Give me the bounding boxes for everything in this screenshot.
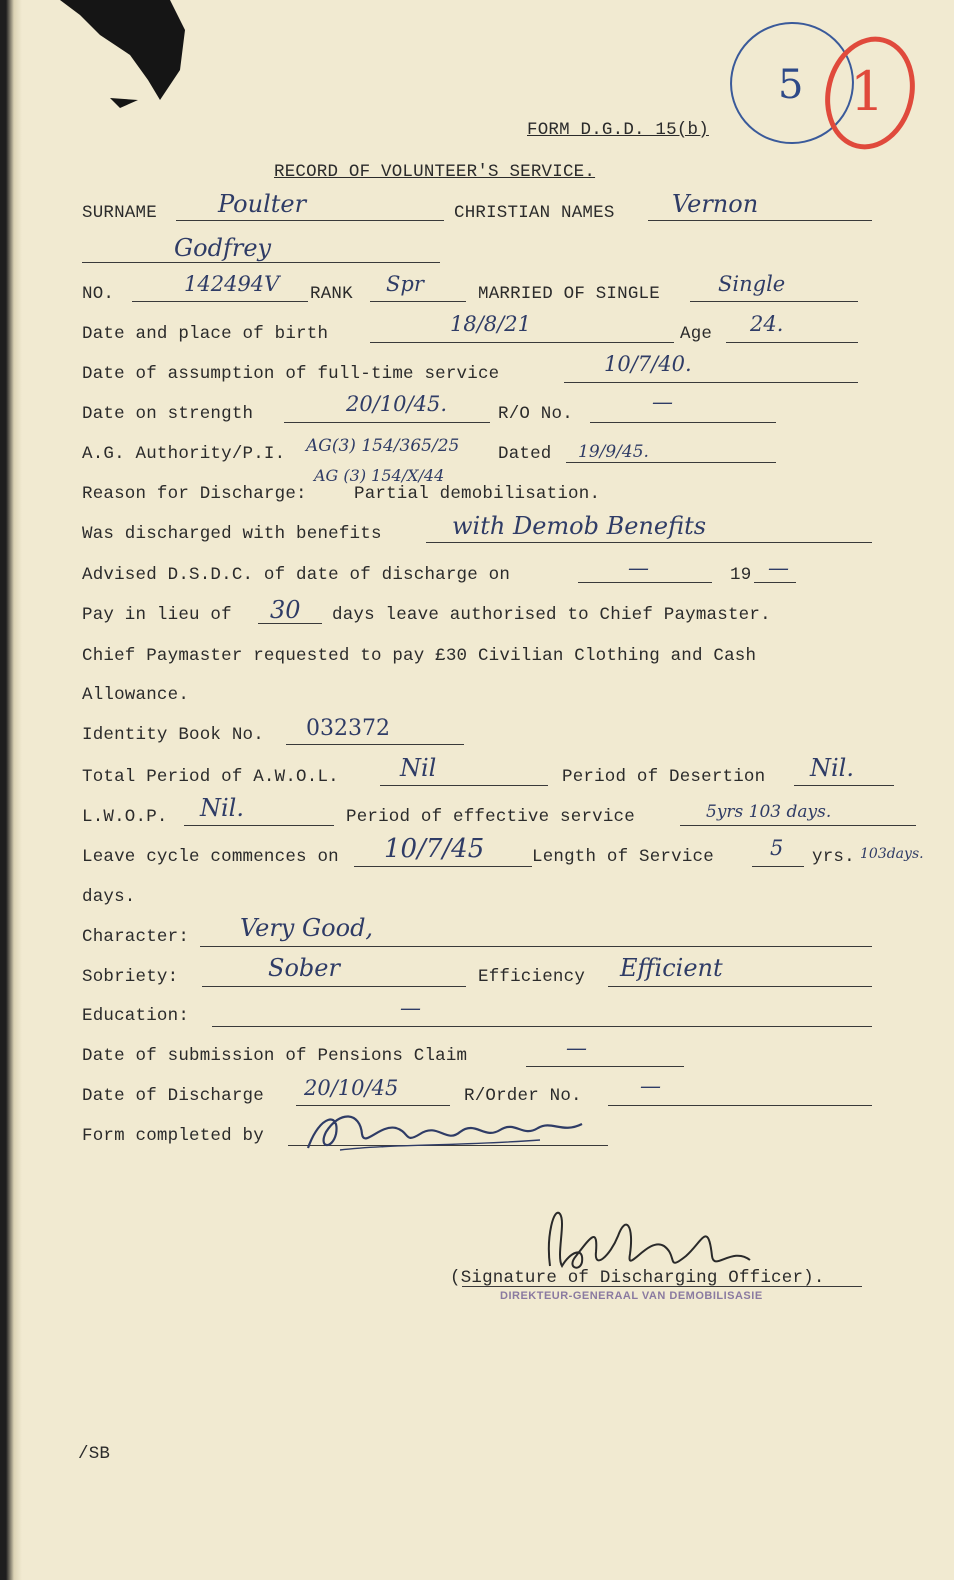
married-value: Single <box>718 272 786 296</box>
ro-no-label: R/O No. <box>498 404 573 424</box>
married-line <box>690 301 858 302</box>
awol-label: Total Period of A.W.O.L. <box>82 767 339 787</box>
surname-line <box>176 220 444 221</box>
christian-names-label: CHRISTIAN NAMES <box>454 203 615 223</box>
birth-line <box>370 342 674 343</box>
number-value: 142494V <box>184 272 280 296</box>
strength-line <box>284 422 490 423</box>
pensions-line <box>526 1066 684 1067</box>
scan-left-edge <box>0 0 22 1580</box>
christian-names-value-2: Godfrey <box>174 234 272 262</box>
signature-caption: (Signature of Discharging Officer). <box>450 1268 825 1288</box>
pay-label-prefix: Pay in lieu of <box>82 605 232 625</box>
length-days-value: 103days. <box>860 846 924 862</box>
sobriety-value: Sober <box>268 954 340 982</box>
character-value: Very Good, <box>240 914 374 942</box>
form-number: FORM D.G.D. 15(b) <box>527 120 709 140</box>
strength-value: 20/10/45. <box>346 392 447 416</box>
assumption-line <box>564 382 858 383</box>
christian-names-line <box>648 220 872 221</box>
length-label: Length of Service <box>532 847 714 867</box>
authority-value-2: AG (3) 154/X/44 <box>314 466 445 485</box>
character-line <box>200 946 872 947</box>
character-label: Character: <box>82 927 190 947</box>
dated-line <box>566 462 776 463</box>
lwop-label: L.W.O.P. <box>82 807 168 827</box>
lwop-value: Nil. <box>200 794 244 822</box>
red-folio-number: 1 <box>850 60 885 123</box>
clerk-signature-image <box>300 1104 590 1160</box>
age-value: 24. <box>750 312 784 336</box>
benefits-line <box>426 542 872 543</box>
rorder-label: R/Order No. <box>464 1086 582 1106</box>
desertion-line <box>794 785 894 786</box>
surname-value: Poulter <box>218 190 307 218</box>
blue-folio-number: 5 <box>778 62 804 108</box>
lwop-line <box>184 825 334 826</box>
married-label: MARRIED OF SINGLE <box>478 284 660 304</box>
effective-value: 5yrs 103 days. <box>706 802 832 822</box>
birth-value: 18/8/21 <box>450 312 531 336</box>
education-line <box>212 1026 872 1027</box>
christian-names-line-2 <box>82 262 440 263</box>
discharge-value: 20/10/45 <box>304 1076 399 1100</box>
dated-value: 19/9/45. <box>578 442 649 462</box>
leave-cycle-label: Leave cycle commences on <box>82 847 339 867</box>
advised-label: Advised D.S.D.C. of date of discharge on <box>82 565 511 585</box>
education-label: Education: <box>82 1006 190 1026</box>
length-yrs-line <box>752 866 804 867</box>
authority-label: A.G. Authority/P.I. <box>82 444 286 464</box>
rorder-line <box>608 1105 872 1106</box>
torn-corner-mark <box>60 0 200 120</box>
assumption-label: Date of assumption of full-time service <box>82 364 500 384</box>
days-label: days. <box>82 887 136 907</box>
benefits-label: Was discharged with benefits <box>82 524 382 544</box>
advised-value: — <box>628 556 649 580</box>
reason-label: Reason for Discharge: <box>82 484 307 504</box>
authority-value-1: AG(3) 154/365/25 <box>306 436 460 456</box>
paymaster-text-2: Allowance. <box>82 685 190 705</box>
sobriety-line <box>202 986 466 987</box>
pensions-label: Date of submission of Pensions Claim <box>82 1046 468 1066</box>
advised-year-label: 19 <box>730 565 752 585</box>
rank-label: RANK <box>310 284 353 304</box>
leave-cycle-value: 10/7/45 <box>384 834 485 864</box>
signature-line <box>462 1286 862 1287</box>
efficiency-label: Efficiency <box>478 967 586 987</box>
advised-year-line <box>754 582 796 583</box>
awol-line <box>380 785 548 786</box>
number-label: NO. <box>82 284 115 304</box>
sobriety-label: Sobriety: <box>82 967 179 987</box>
efficiency-value: Efficient <box>620 954 723 982</box>
education-value: — <box>400 996 421 1020</box>
advised-line <box>578 582 712 583</box>
age-label: Age <box>680 324 713 344</box>
surname-label: SURNAME <box>82 203 157 223</box>
identity-label: Identity Book No. <box>82 725 264 745</box>
leave-cycle-line <box>354 866 532 867</box>
identity-line <box>286 744 464 745</box>
discharge-label: Date of Discharge <box>82 1086 264 1106</box>
number-line <box>132 301 308 302</box>
rank-value: Spr <box>386 272 424 296</box>
dated-label: Dated <box>498 444 552 464</box>
awol-value: Nil <box>400 754 437 782</box>
advised-year-value: — <box>768 556 789 580</box>
demobilisation-stamp: DIREKTEUR-GENERAAL VAN DEMOBILISASIE <box>500 1290 763 1302</box>
rorder-value: — <box>640 1074 661 1098</box>
pay-label-suffix: days leave authorised to Chief Paymaster. <box>332 605 771 625</box>
age-line <box>726 342 858 343</box>
efficiency-line <box>608 986 872 987</box>
assumption-value: 10/7/40. <box>604 352 692 376</box>
christian-names-value-1: Vernon <box>672 190 759 218</box>
completed-by-label: Form completed by <box>82 1126 264 1146</box>
desertion-value: Nil. <box>810 754 854 782</box>
effective-line <box>680 825 916 826</box>
reason-value: Partial demobilisation. <box>354 484 601 504</box>
desertion-label: Period of Desertion <box>562 767 766 787</box>
yrs-label: yrs. <box>812 847 855 867</box>
strength-label: Date on strength <box>82 404 254 424</box>
form-title: RECORD OF VOLUNTEER'S SERVICE. <box>274 162 596 182</box>
ro-no-line <box>590 422 776 423</box>
birth-label: Date and place of birth <box>82 324 329 344</box>
ro-no-value: — <box>652 390 673 414</box>
benefits-value: with Demob Benefits <box>452 512 707 540</box>
pay-days-value: 30 <box>270 596 301 624</box>
footer-initials: /SB <box>78 1444 111 1464</box>
pensions-value: — <box>566 1036 587 1060</box>
length-yrs-value: 5 <box>770 836 784 860</box>
identity-value: 032372 <box>306 716 390 741</box>
rank-line <box>370 301 466 302</box>
effective-label: Period of effective service <box>346 807 635 827</box>
paymaster-text-1: Chief Paymaster requested to pay £30 Civilian Clothing and Cash <box>82 646 757 666</box>
